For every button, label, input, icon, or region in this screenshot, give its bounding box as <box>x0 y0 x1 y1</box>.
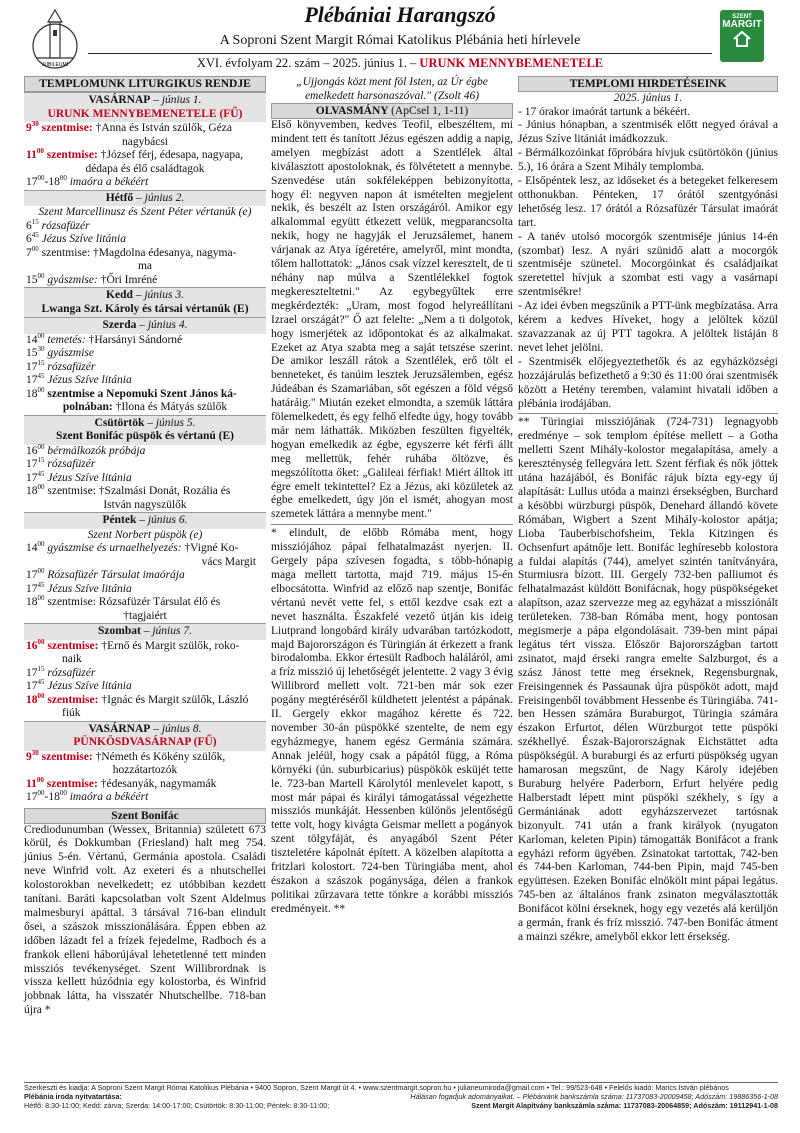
day-friday: Péntek – június 6. <box>24 512 266 529</box>
day-sunday-1: VASÁRNAP – június 1. URUNK MENNYBEMENETELE (FŰ) <box>24 92 266 122</box>
saint-history-continued: ** Türingiai missziójának (724-731) legnagyobb eredménye – sok templom építése mellett – a Gotha melletti Szent Mihály-kolostor megalapítása, amely a kereszténység fellegvára lett. Szent férfiak és nők jöttek utána hazájából, és Bonifác rájuk bízta egy-egy új alapítását: Lullus utóda a mainzi érsekségben, Burchard a késöbbi würzburgi püspök, Denehard állandó követe Rómában, Wigbert a Szent Mihály-kolostor apátja; Lioba Tauberbischofsheim, Tekla Kitzingen és Ochsenfurt apátnője lett. Bonifác leghíresebb kolostora a fuldai alapítás (744), amelyet szintén tanítványára, Sturmiusra bízott. III. Gergely 732-ben palliumot és felhatalmazást küldött Bonifácnak, hogy püspökségeket alapítson, azaz szervezze meg az egyházat a missziónált területeken. 738-ban Rómába ment, hogy pontosan megismerje a pápa elgondolásait. 739-ben mint pápai legátus tért vissza. Először Bajorországban tartott zsinatot, majd érseki rangra emelte Salzburgot, és a szász Jánost tette meg érseknek, Regensburgnak, Freisingennek és Passaunak újra püspököt adott, majd Freisingenből továbbment Hessenbe és Türingiába. 741-ben Hessen számára Buraburgot, Türingia számára északon Erfurtot, délen Würzburgot tette püspöki székhellyé. Észak-Bajorországnak Eichstättet adta püspökségül. A buraburgi és az erfurti püspökség ugyan hamarosan megszűnt, de Nagy Károly idejében Buraburg helyére Paderborn, Erfurt helyére pedig Halberstadt lépett mint püspöki székhely, s így a Germániának adott egyházszervezet tartósnak bizonyult. 741 után a frank királyok (nyugaton Karloman, keleten Pipin) támogatták Bonifácot a frank egyházi reform ügyében. Zsinatokat tartottak, 742-ben és 744-ben Karloman, 744-ben Pipin, majd 745-ben együttesen. Ezeken Bonifác elnökölt mint pápai legátus. 745-ben az általános frank zsinaton megválasztották Bonifácot kölni érseknek, hogy egy vezetés alá kerüljön a germán, frank és fríz misszió. 747-ben Bonifác átment a mainzi székre, amelyből ekkor lett érsekség. <box>518 416 778 943</box>
announcement-item: - A tanév utolsó mocorgók szentmiséje június 14-én (szombat) lesz. A nyári szünidő alatt a mocorgók szentmiséje szünetel. Mocorgóinkat és családjaikat szeretettel hívjuk a szombat esti vagy a vasárnapi szentmisékre! <box>518 230 778 299</box>
announcements-column <box>518 76 778 1077</box>
saint-of-day: Szent Marcellinusz és Szent Péter vértanúk (e) <box>38 206 252 218</box>
footer-office-hours: Hétfő: 8:30-11:00; Kedd: zárva; Szerda: 14:00-17:00; Csütörtök: 8:30-11:00; Péntek: 8:30-11:00; <box>24 1101 330 1111</box>
newsletter-subtitle: A Soproni Szent Margit Római Katolikus Plébánia heti hírlevele <box>219 33 581 48</box>
announcement-item: - Bérmálkozóinkat főpróbára hívjuk csütörtökön (június 5.), 16 órára a Szent Mihály templomba. <box>518 147 778 174</box>
liturgy-heading: TEMPLOMUNK LITURGIKUS RENDJE <box>24 76 266 92</box>
footer-publisher: Szerkeszti és kiadja: A Soproni Szent Margit Római Katolikus Plébánia • 9400 Sopron, Szent Margit út 4. • www.szentmargit.sopron.hu • julianeumiroda@gmail.com • Tel.: 99/523-648 • Felelős kiadó: Marics István plébános <box>24 1083 729 1092</box>
schedule-entry: $9^{30}$ szentmise: †Anna és István szülők, Géza <box>26 120 232 134</box>
footer-bank: Hálásan fogadjuk adományaikat. – Plébániánk bankszámla száma: 11737083-20009458; Adószám: 19886356-1-08 <box>410 1092 778 1102</box>
saint-biography-continued: * elindult, de előbb Rómába ment, hogy missziójához pápai felhatalmazást nyerjen. II. Gergely pápa szívesen fogadta, s több-hónapig maga mellett tartotta, majd 719. május 15-én elbocsátotta. Winfrid az előző nap szentje, Bonifác vértanú nevét vette fel, s ettől kezdve csak ezt a nevet használta. Északfelé vezető útján kis ideig Liutprand longobárd király udvarában tartózkodott, majd Bajorországon és Türingián át érkezett a frank birodalomba. Ekkor értesült Radboch haláláról, ami a fríz misszió új lehetőségét jelentette. 2 vagy 3 évig Willibrord mellett volt. 721-ben már sok ezer pogány megtéréséről küldhetett jelentést a pápának. II. Gergely ekkor magához kérette és 722. november 30-án püspökké szentelte, de nem egy egyházmegye, hanem egész Germánia számára. Annak jeléül, hogy csak a pápától függ, a Róma környéki (ún. suburbicarius) püspökök esküjét tette le. 723-ban Martell Károlytól menlevelet kapott, s most már pápai és királyi támogatással végezhette missziós munkáját. Hessenben különös jelentőségű tette volt, hogy kivágta Geismar mellett a pogányok szent tölgyfáját, és anyagából Szent Péter tiszteletére kápolnát épített. A közelben alapította a fritzlari kolostort. 724-ben Türingiába ment, ahol északon a szászok pogánysága, délen a frankok politikai zűrzavara tette tönkre a korábbi missziós eredményeit. ** <box>271 527 513 915</box>
day-saturday: Szombat – június 7. <box>24 623 266 640</box>
day-tuesday: Kedd – június 3. Lwanga Szt. Károly és társai vértanúk (E) <box>24 287 266 317</box>
issue-line: XVI. évfolyam 22. szám – 2025. június 1. – URUNK MENNYBEMENETELE <box>196 56 604 70</box>
newsletter-title: Plébániai Harangszó <box>304 2 496 27</box>
footer-office-hours-label: Plébánia iroda nyitvatartása: <box>24 1092 122 1102</box>
day-thursday: Csütörtök – június 5. Szent Bonifác püspök és vértanú (E) <box>24 415 266 445</box>
house-icon <box>732 30 752 48</box>
motto: „Ujjongás közt ment föl Isten, az Úr égbe emelkedett harsonaszóval." (Zsolt 46) <box>296 76 488 102</box>
schedule-entry: $17^{00}-18^{00}$ imaóra a békéért <box>26 174 149 188</box>
announcement-item: - Június hónapban, a szentmisék előtt negyed órával a Jézus Szíve litániát imádkozzuk. <box>518 119 778 146</box>
announcement-item: - 17 órakor imaórát tartunk a békéért. <box>518 105 691 118</box>
announcement-item: - Szentmisék előjegyeztethetők és az egyházközségi hozzájárulás befizethető a 9:30 és 11:00 órai szentmisék között a Hetény teremben, valamint hivatali időben a plébánia irodájában. <box>518 355 778 410</box>
day-monday: Hétfő – június 2. <box>24 190 266 207</box>
footer-foundation: Szent Margit Alapítvány bankszámla száma: 11737083-20064859; Adószám: 19112941-1-08 <box>471 1101 778 1111</box>
masthead-rule <box>88 53 712 54</box>
logo-text: JUBILEUMI <box>41 62 69 68</box>
announcement-item: - Az idei évben megszűnik a PTT-ünk megbízatása. Arra kérem a kedves Híveket, hogy a jelöltek közül szavazzanak az új PTT tagokra. A jelöltek listáján 8 nevet lehet jelölni. <box>518 300 778 354</box>
szent-margit-logo: SZENT MARGIT <box>720 10 764 62</box>
announcements-date: 2025. június 1. <box>613 92 683 104</box>
church-logo-icon <box>30 8 80 70</box>
liturgy-column: TEMPLOMUNK LITURGIKUS RENDJE VASÁRNAP – június 1. URUNK MENNYBEMENETELE (FŰ) $9^{30}$ szentmise: †Anna és István szülők, Géza nagybácsi $11^{00}$ szentmise: †József férj, édesapa, nagyapa, dédapa és élő családtagok $17^{00}-18^{00}$ imaóra a békéért Hétfő – június 2. Szent Marcellinusz és Szent Péter vértanúk (e) $6^{15}$ rózsafüzér $6^{45}$ Jézus Szíve litánia $7^{00}$ szentmise: †Magdolna édesanya, nagyma- ma $15^{00}$ gyászmise: †Őri Imréné Kedd – június 3. Lwanga Szt. Károly és társai vértanúk (E) Szerda – június 4. $14^{00}$ temetés: †Harsányi Sándorné $15^{30}$ gyászmise $17^{15}$ rózsafüzér $17^{45}$ Jézus Szíve litánia $18^{00}$ szentmise a Nepomuki Szent János ká- polnában: †Ilona és Mátyás szülők Csütörtök – június 5. Szent Bonifác püspök és vértanú (E) $16^{00}$ bérmálkozók próbája $17^{15}$ rózsafüzér $17^{45}$ Jézus Szíve litánia $18^{00}$ szentmise: †Szalmási Donát, Rozália és István nagyszülők Péntek – június 6. Szent Norbert püspök (e) $14^{00}$ gyászmise és urnaelhelyezés: †Vigné Ko- vács Margit $17^{00}$ Rózsafüzér Társulat imaórája $17^{45}$ Jézus Szíve litánia $18^{00}$ szentmise: Rózsafüzér Társulat élő és †tagjaiért Szombat – június 7. $16^{00}$ szentmise: †Ernő és Margit szülők, roko- naik $17^{15}$ rózsafüzér $17^{45}$ Jézus Szíve litánia $18^{00}$ szentmise: †Ignác és Margit szülők, László fiúk VASÁRNAP – június 8. PÜNKÖSDVASÁRNAP (FŰ) $9^{30}$ szentmise: †Németh és Kökény szülők, hozzátartozók $11^{00}$ szentmise: †édesanyák, nagymamák $17^{00}-18^{00}$ imaóra a békéért Szent Bonifác Crediodunumban (Wessex, Britannia) született 673 körül, és Dokkumban (Friesland) halt meg 754. június 5-én. Vértanú, Germánia apostola. Családi neve Winfrid volt. Az exeteri és a nhutschellei kolostorokban nevelkedett; ez utóbbiban kezdett tanítani. Baráti kapcsolatban volt Szent Aldelmus malmesburyi apáttal. 3 társával 716-ban elindult ősei, a szászok misszionálására. Éppen ebben az időben lázadt fel a frízek fejedelme, Radboch és a frankok elleni háborújával lehetetlenné tett minden missziós tevékenységet. Szent Willibrordnak is vissza kellett húzódnia egy kolostorba, és Winfrid jobbnak látta, ha visszatér Nhutschellbe. 718-ban újra * <box>24 78 266 1017</box>
reading-heading: OLVASMÁNY (ApCsel 1, 1-11) <box>271 103 513 119</box>
saint-biography: Crediodunumban (Wessex, Britannia) született 673 körül, és Dokkumban (Friesland) halt meg 754. június 5-én. Vértanú, Germánia apostola. Családi neve Winfrid volt. Az exeteri és a nhutschellei kolostorokban nevelkedett; ez utóbbiban kezdett tanítani. Baráti kapcsolatban volt Szent Aldelmus malmesburyi apáttal. 3 társával 716-ban elindult ősei, a szászok misszionálására. Éppen ebben az időben lázadt fel a frízek fejedelme, Radboch és a frankok elleni háborújával lehetetlenné tett minden missziós tevékenységet. Szent Willibrordnak is vissza kellett húzódnia egy kolostorba, és Winfrid jobbnak látta, ha visszatér Nhutschellbe. 718-ban újra * <box>24 823 266 1017</box>
masthead <box>0 0 800 88</box>
reading-text: Első könyvemben, kedves Teofil, elbeszéltem, mi mindent tett és tanított Jézus egészen addig a napig, amelyen megbízást adott a Szentlélek által kiválasztott apostoloknak, és fölvétetett a mennybe. Szenvedése után sokféleképpen bebizonyította, hogy él: negyven napon át ismételten megjelent nekik, és beszélt az Isten országáról. Amikor egy alkalommal együtt étkezett velük, megparancsolta nekik, hogy ne hagyják el Jeruzsálemet, hanem várjanak az Atya ígéretére, amelyről, mint mondta, tőlem hallottatok: „János csak vízzel keresztelt, de ti néhány nap múlva a Szentlélekkel fogtok megkereszteltetni." Az egybegyűltek erre megkérdezték: „Uram, most fogod helyreállítani Izrael országát?" Ő azt felelte: „Nem a ti dolgotok, hogy ismerjétek az időpontokat és az alkalmakat. Ezeket az Atya szabta meg a saját tetszése szerint. De amikor leszáll rátok a Szentlélek, erő tölt el benneteket, és tanúim lesztek Jeruzsálemben, egész Júdeában és Szamariában, sőt egészen a föld végső határáig." Miután ezeket elmondta, a szemük láttára fölemelkedett, és egy felhő elfedte úgy, hogy tovább már nem láthatták. Miközben feszülten figyelték, hogyan emelkedik az égbe, egyszerre két férfi állt meg mellettük, fehér ruhába öltözve, és megszólította őket: „Galileai férfiak! Miért álltok itt égre emelt tekintettel? Ez a Jézus, aki közületek az égbe emelkedett, úgy jön el ismét, ahogyan most szemetek láttára a mennybe ment." <box>271 119 513 521</box>
announcements-heading: TEMPLOMI HIRDETÉSEINK <box>518 76 778 92</box>
footer <box>24 1082 778 1111</box>
saint-heading: Szent Bonifác <box>24 808 266 824</box>
schedule-entry: $11^{00}$ szentmise: †József férj, édesapa, nagyapa, <box>26 147 244 161</box>
day-wednesday: Szerda – június 4. <box>24 317 266 334</box>
day-sunday-2: VASÁRNAP – június 8. PÜNKÖSDVASÁRNAP (FŰ) <box>24 721 266 751</box>
reading-column <box>271 76 513 1077</box>
announcement-item: - Elsőpéntek lesz, az időseket és a betegeket felkeresem otthonukban. Pénteken, 17 órától szentgyónási lehetőség lesz. 17 órától a Rózsafüzér Társulat imaórát tart. <box>518 175 778 229</box>
